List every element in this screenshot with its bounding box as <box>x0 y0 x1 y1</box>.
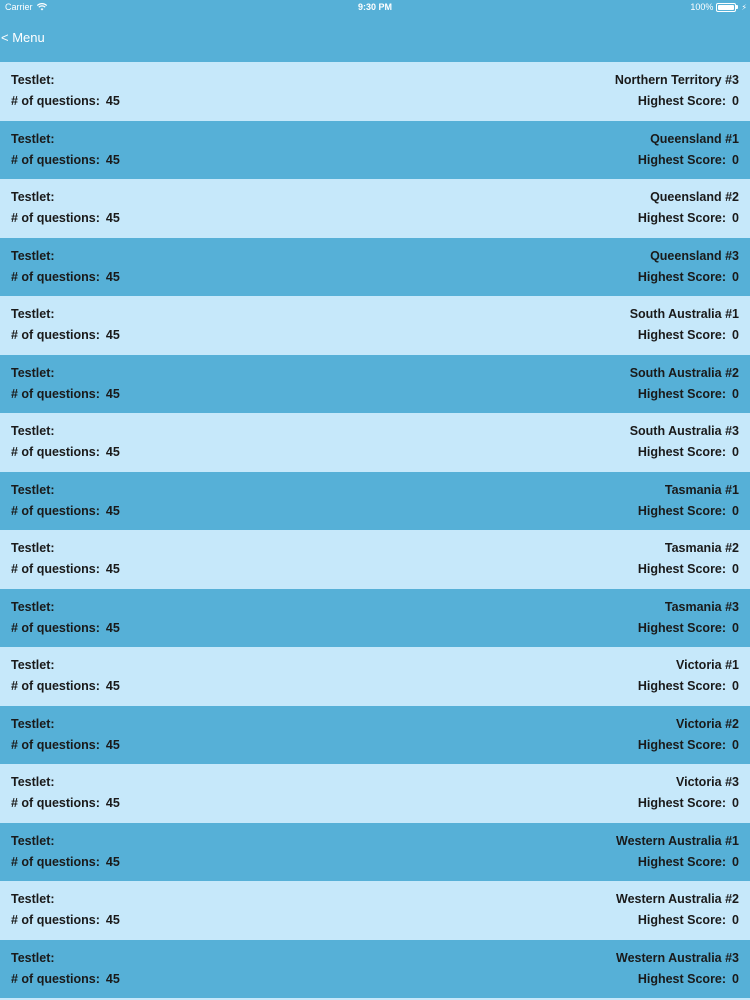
highest-score-label: Highest Score: <box>637 562 727 576</box>
question-count-value: 45 <box>105 386 120 401</box>
question-count <box>11 328 120 342</box>
question-count-value: 45 <box>105 445 120 459</box>
highest-score <box>638 796 739 810</box>
testlet-label: Testlet: <box>11 775 55 789</box>
status-bar <box>0 0 750 16</box>
question-count-label: # of questions: <box>11 737 100 752</box>
highest-score-value: 0 <box>732 796 739 810</box>
highest-score-label: Highest Score: <box>637 269 727 284</box>
question-count-value: 45 <box>105 971 120 986</box>
highest-score <box>638 855 739 869</box>
testlet-row[interactable] <box>0 238 750 297</box>
highest-score-value: 0 <box>732 854 739 869</box>
testlet-label: Testlet: <box>11 950 55 965</box>
question-count <box>11 153 120 167</box>
highest-score-label: Highest Score: <box>637 94 727 108</box>
highest-score-value: 0 <box>732 386 739 401</box>
question-count-label: # of questions: <box>11 269 100 284</box>
question-count <box>11 679 120 693</box>
testlet-list <box>0 62 750 998</box>
testlet-name: Tasmania #3 <box>664 599 739 614</box>
battery-percent: 100% <box>690 2 714 12</box>
testlet-row[interactable] <box>0 355 750 414</box>
highest-score-label: Highest Score: <box>637 211 727 225</box>
highest-score-label: Highest Score: <box>637 620 727 635</box>
question-count-value: 45 <box>105 562 120 576</box>
highest-score <box>638 445 739 459</box>
testlet-name: Queensland #2 <box>650 190 739 204</box>
highest-score <box>638 270 739 284</box>
question-count <box>11 562 120 576</box>
testlet-name: Western Australia #2 <box>616 892 739 906</box>
highest-score-value: 0 <box>732 152 739 167</box>
question-count-value: 45 <box>105 328 120 342</box>
question-count-label: # of questions: <box>11 971 100 986</box>
testlet-name: Northern Territory #3 <box>614 73 739 87</box>
highest-score-value: 0 <box>732 562 739 576</box>
testlet-name: South Australia #3 <box>629 424 739 438</box>
question-count <box>11 855 120 869</box>
question-count-label: # of questions: <box>11 620 100 635</box>
highest-score-value: 0 <box>732 503 739 518</box>
highest-score <box>638 328 739 342</box>
question-count <box>11 387 120 401</box>
highest-score-value: 0 <box>732 269 739 284</box>
testlet-row[interactable] <box>0 764 750 823</box>
testlet-label: Testlet: <box>11 658 55 672</box>
status-time: 9:30 PM <box>357 2 392 12</box>
highest-score-label: Highest Score: <box>637 679 727 693</box>
question-count-value: 45 <box>105 854 120 869</box>
testlet-name: Victoria #1 <box>675 658 739 672</box>
highest-score-value: 0 <box>732 737 739 752</box>
testlet-name: Queensland #3 <box>650 248 739 263</box>
testlet-name: Victoria #2 <box>675 716 739 731</box>
testlet-label: Testlet: <box>11 833 55 848</box>
highest-score <box>638 153 739 167</box>
testlet-row[interactable] <box>0 706 750 765</box>
question-count-label: # of questions: <box>11 796 100 810</box>
testlet-label: Testlet: <box>11 482 55 497</box>
testlet-label: Testlet: <box>11 424 55 438</box>
highest-score-value: 0 <box>732 445 739 459</box>
testlet-row[interactable] <box>0 62 750 121</box>
testlet-name: Western Australia #3 <box>616 950 739 965</box>
highest-score-label: Highest Score: <box>637 913 727 927</box>
question-count-label: # of questions: <box>11 854 100 869</box>
carrier-label: Carrier <box>5 2 33 12</box>
highest-score-label: Highest Score: <box>637 328 727 342</box>
testlet-name: South Australia #1 <box>629 307 739 321</box>
question-count <box>11 913 120 927</box>
testlet-name: Tasmania #1 <box>664 482 739 497</box>
battery-indicator <box>690 2 747 12</box>
testlet-name: South Australia #2 <box>629 365 739 380</box>
highest-score <box>638 211 739 225</box>
question-count-label: # of questions: <box>11 679 100 693</box>
question-count-value: 45 <box>105 679 120 693</box>
question-count-value: 45 <box>105 913 120 927</box>
highest-score-value: 0 <box>732 94 739 108</box>
testlet-label: Testlet: <box>11 599 55 614</box>
question-count <box>11 211 120 225</box>
testlet-label: Testlet: <box>11 892 55 906</box>
question-count-label: # of questions: <box>11 503 100 518</box>
testlet-label: Testlet: <box>11 73 55 87</box>
testlet-label: Testlet: <box>11 190 55 204</box>
question-count <box>11 738 120 752</box>
highest-score-value: 0 <box>732 971 739 986</box>
question-count <box>11 94 120 108</box>
testlet-name: Western Australia #1 <box>616 833 739 848</box>
highest-score-label: Highest Score: <box>637 796 727 810</box>
question-count-label: # of questions: <box>11 328 100 342</box>
highest-score-label: Highest Score: <box>637 737 727 752</box>
battery-icon <box>716 3 738 12</box>
question-count <box>11 621 120 635</box>
question-count-label: # of questions: <box>11 386 100 401</box>
testlet-name: Queensland #1 <box>650 131 739 146</box>
testlet-label: Testlet: <box>11 716 55 731</box>
question-count-value: 45 <box>105 620 120 635</box>
question-count-value: 45 <box>105 796 120 810</box>
question-count-label: # of questions: <box>11 152 100 167</box>
question-count <box>11 796 120 810</box>
highest-score <box>638 562 739 576</box>
highest-score-value: 0 <box>732 620 739 635</box>
testlet-name: Victoria #3 <box>675 775 739 789</box>
question-count-label: # of questions: <box>11 211 100 225</box>
highest-score <box>638 387 739 401</box>
testlet-row[interactable] <box>0 823 750 882</box>
question-count-label: # of questions: <box>11 445 100 459</box>
question-count <box>11 270 120 284</box>
question-count-value: 45 <box>105 269 120 284</box>
question-count-label: # of questions: <box>11 562 100 576</box>
question-count-label: # of questions: <box>11 913 100 927</box>
testlet-label: Testlet: <box>11 131 55 146</box>
testlet-row[interactable] <box>0 296 750 355</box>
question-count <box>11 972 120 986</box>
highest-score-value: 0 <box>732 328 739 342</box>
highest-score <box>638 679 739 693</box>
testlet-row[interactable] <box>0 881 750 940</box>
highest-score <box>638 913 739 927</box>
question-count <box>11 445 120 459</box>
testlet-row[interactable] <box>0 530 750 589</box>
testlet-label: Testlet: <box>11 248 55 263</box>
highest-score-label: Highest Score: <box>637 386 727 401</box>
testlet-name: Tasmania #2 <box>664 541 739 555</box>
testlet-label: Testlet: <box>11 307 55 321</box>
testlet-row[interactable] <box>0 121 750 180</box>
highest-score-value: 0 <box>732 679 739 693</box>
question-count-value: 45 <box>105 737 120 752</box>
question-count-label: # of questions: <box>11 94 100 108</box>
testlet-row[interactable] <box>0 179 750 238</box>
navigation-header <box>0 0 750 62</box>
question-count-value: 45 <box>105 503 120 518</box>
highest-score <box>638 94 739 108</box>
highest-score-label: Highest Score: <box>637 503 727 518</box>
highest-score-value: 0 <box>732 211 739 225</box>
highest-score-value: 0 <box>732 913 739 927</box>
testlet-row[interactable] <box>0 472 750 531</box>
highest-score-label: Highest Score: <box>637 152 727 167</box>
testlet-row[interactable] <box>0 647 750 706</box>
highest-score <box>638 972 739 986</box>
highest-score <box>638 738 739 752</box>
testlet-label: Testlet: <box>11 541 55 555</box>
question-count <box>11 504 120 518</box>
question-count-value: 45 <box>105 152 120 167</box>
testlet-row[interactable] <box>0 940 750 999</box>
question-count-value: 45 <box>105 211 120 225</box>
highest-score-label: Highest Score: <box>637 854 727 869</box>
highest-score <box>638 621 739 635</box>
question-count-value: 45 <box>105 94 120 108</box>
testlet-label: Testlet: <box>11 365 55 380</box>
highest-score <box>638 504 739 518</box>
highest-score-label: Highest Score: <box>637 971 727 986</box>
highest-score-label: Highest Score: <box>637 445 727 459</box>
charging-bolt-icon: ⚡ <box>741 2 747 12</box>
back-to-menu-button[interactable]: < Menu <box>1 30 45 45</box>
testlet-row[interactable] <box>0 413 750 472</box>
testlet-row[interactable] <box>0 589 750 648</box>
